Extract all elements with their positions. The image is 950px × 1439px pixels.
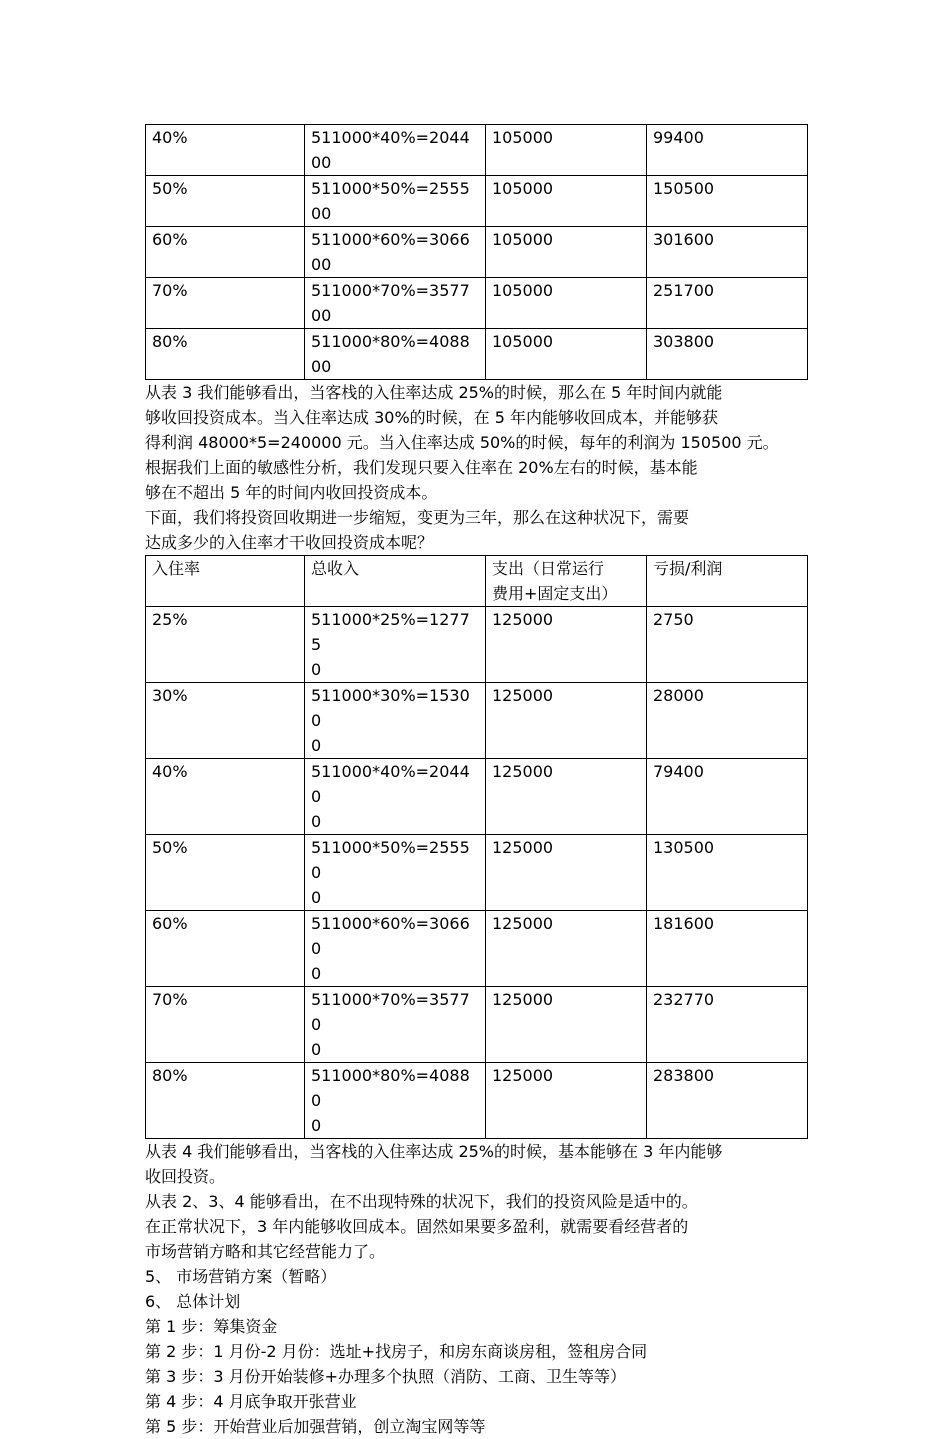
table-cell: 511000*70%=357700 [305,278,486,329]
table-cell: 125000 [486,607,647,683]
table-cell: 105000 [486,125,647,176]
table-cell: 301600 [647,227,808,278]
plan-step: 第 3 步：3 月份开始装修+办理多个执照（消防、工商、卫生等等） [145,1367,627,1386]
table-cell: 511000*60%=30660 0 [305,911,486,987]
table-cell: 40% [146,125,305,176]
table-row [146,227,808,278]
table-cell: 511000*70%=35770 0 [305,987,486,1063]
table-cell: 25% [146,607,305,683]
table-row [146,683,808,759]
table-cell: 80% [146,1063,305,1139]
text-line: 根据我们上面的敏感性分析，我们发现只要入住率在 20%左右的时候，基本能 [145,458,698,477]
table-row [146,176,808,227]
analysis-paragraph-1 [145,380,807,555]
header-cell: 支出（日常运行 费用+固定支出） [486,556,647,607]
table-cell: 511000*30%=15300 0 [305,683,486,759]
text-line: 从表 3 我们能够看出，当客栈的入住率达成 25%的时候，那么在 5 年时间内就能 [145,383,723,402]
table-row [146,329,808,380]
text-line: 下面，我们将投资回收期进一步缩短，变更为三年，那么在这种状况下，需要 [145,508,690,527]
table-cell: 125000 [486,683,647,759]
section-heading: 6、 总体计划 [145,1292,241,1311]
table-cell: 60% [146,911,305,987]
table-cell: 70% [146,278,305,329]
table-3-continued [145,124,808,380]
text-line: 从表 4 我们能够看出，当客栈的入住率达成 25%的时候，基本能够在 3 年内能够 [145,1142,723,1161]
table-cell: 232770 [647,987,808,1063]
table-cell: 105000 [486,278,647,329]
plan-step: 第 4 步：4 月底争取开张营业 [145,1392,357,1411]
table-row [146,987,808,1063]
table-row [146,759,808,835]
plan-step: 第 1 步：筹集资金 [145,1317,278,1336]
plan-step: 第 2 步：1 月份-2 月份：选址+找房子，和房东商谈房租，签租房合同 [145,1342,648,1361]
table-row [146,607,808,683]
table-cell: 125000 [486,1063,647,1139]
table-cell: 70% [146,987,305,1063]
table-cell: 125000 [486,759,647,835]
table-cell: 2750 [647,607,808,683]
table-cell: 105000 [486,227,647,278]
table-cell: 511000*40%=204400 [305,125,486,176]
table-cell: 511000*80%=40880 0 [305,1063,486,1139]
table-cell: 150500 [647,176,808,227]
text-line: 达成多少的入住率才干收回投资成本呢？ [145,533,434,552]
table-cell: 50% [146,835,305,911]
table-cell: 105000 [486,329,647,380]
table-header-row [146,556,808,607]
text-line: 从表 2、3、4 能够看出，在不出现特殊的状况下，我们的投资风险是适中的。 [145,1192,698,1211]
table-cell: 251700 [647,278,808,329]
table-cell: 60% [146,227,305,278]
text-line: 市场营销方略和其它经营能力了。 [145,1242,386,1261]
table-cell: 511000*50%=25550 0 [305,835,486,911]
table-cell: 511000*40%=20440 0 [305,759,486,835]
table-4 [145,555,808,1139]
text-line: 得利润 48000*5=240000 元。当入住率达成 50%的时候，每年的利润为 150500 元。 [145,433,779,452]
table-cell: 50% [146,176,305,227]
table-row [146,278,808,329]
table-row [146,911,808,987]
table-cell: 130500 [647,835,808,911]
text-line: 够在不超出 5 年的时间内收回投资成本。 [145,483,438,502]
table-cell: 105000 [486,176,647,227]
text-line: 够收回投资成本。当入住率达成 30%的时候，在 5 年内能够收回成本，并能够获 [145,408,719,427]
text-line: 收回投资。 [145,1167,226,1186]
table-cell: 40% [146,759,305,835]
header-cell: 入住率 [146,556,305,607]
table-cell: 511000*25%=12775 0 [305,607,486,683]
header-cell: 总收入 [305,556,486,607]
table-cell: 181600 [647,911,808,987]
table-cell: 30% [146,683,305,759]
text-line: 在正常状况下，3 年内能够收回成本。固然如果要多盈利，就需要看经营者的 [145,1217,689,1236]
table-cell: 79400 [647,759,808,835]
analysis-paragraph-2 [145,1139,807,1439]
table-cell: 125000 [486,987,647,1063]
table-cell: 99400 [647,125,808,176]
table-row [146,835,808,911]
section-heading: 5、 市场营销方案（暂略） [145,1267,337,1286]
table-cell: 511000*50%=255500 [305,176,486,227]
table-cell: 80% [146,329,305,380]
document-page [145,124,807,1439]
plan-step: 第 5 步：开始营业后加强营销，创立淘宝网等等 [145,1417,486,1436]
table-cell: 125000 [486,835,647,911]
table-cell: 303800 [647,329,808,380]
table-cell: 511000*80%=408800 [305,329,486,380]
table-cell: 125000 [486,911,647,987]
table-cell: 28000 [647,683,808,759]
header-cell: 亏损/利润 [647,556,808,607]
table-row [146,125,808,176]
table-cell: 511000*60%=306600 [305,227,486,278]
table-row [146,1063,808,1139]
table-cell: 283800 [647,1063,808,1139]
